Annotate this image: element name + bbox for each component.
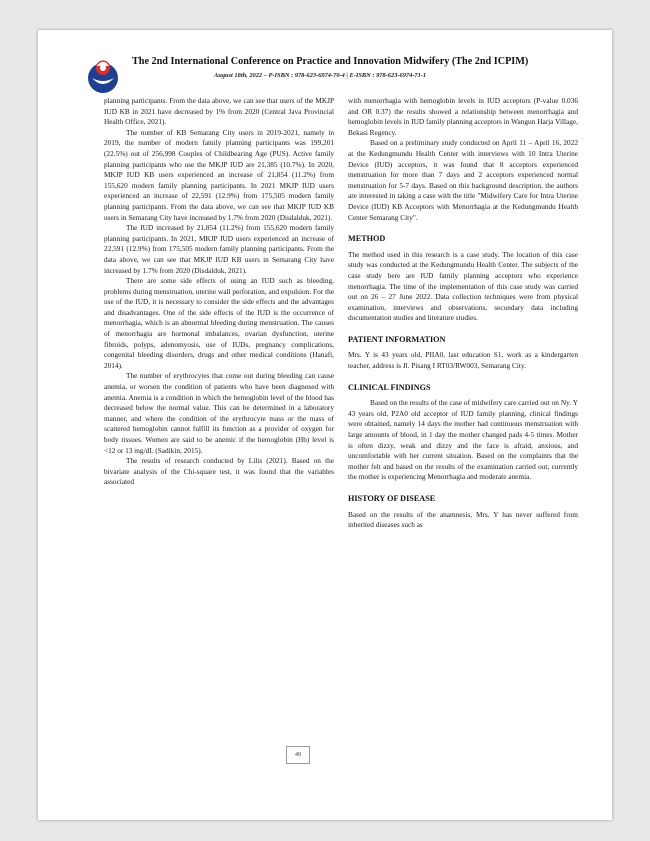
page-number: 49 bbox=[286, 746, 310, 764]
left-paragraph: The results of research conducted by Lilis (2021). Based on the bivariate analysis of the Chi-square test, it was found that the variables associated bbox=[104, 456, 334, 487]
left-paragraph: The number of KB Semarang City users in 2019-2021, namely in 2019, the number of modern family planning participants was 199,201 (22.5%) out of 256,998 Couples of Childbearing Age (PUS). Active family planning participants who use the MKJP IUD are 21,385 (10.7%). In 2020, MKJP IUD KB users experienced an increase of 21,854 (11.2%) from 155,620 modern family planning participants. In 2021 MKJP IUD users experienced an increase of 22,591 (12.9%) from 175,505 modern family planning participants. From the data above, we can see that MKJP IUD KB users in Semarang City have increased by 1.7% from 2020 (Disdalduk, 2021). bbox=[104, 127, 334, 222]
right-column bbox=[348, 96, 578, 531]
paper-page bbox=[38, 30, 612, 820]
conference-subtitle: August 18th, 2022 – P-ISBN : 978-623-6974-70-4 | E-ISBN : 978-623-6974-71-1 bbox=[214, 72, 427, 79]
right-paragraph: Based on a preliminary study conducted on April 11 – April 16, 2022 at the Kedungmundu Health Center with interviews with 10 Intra Uterine Device (IUD) acceptors, it was found that 8 acceptors experienced menstruation for more than 7 days and 2 acceptors experienced normal menstruation for 5-7 days. Based on this background description, the authors are interested in taking a case with the title "Midwifery Care for Intra Uterine Device (IUD) KB Acceptors with Menorrhagia at the Kedungmundu Health Center Semarang City". bbox=[348, 138, 578, 222]
left-column bbox=[104, 96, 334, 488]
conference-header bbox=[82, 52, 582, 100]
history-of-disease-heading: HISTORY OF DISEASE bbox=[348, 494, 436, 503]
right-paragraph: with menorrhagia with hemoglobin levels in IUD acceptors (P-value 0.036 and OR 0.37) the results showed a relationship between menorrhagia and hemoglobin levels in IUD family planning acceptors in Wangun Harja Village, Bekasi Regency. bbox=[348, 96, 578, 137]
left-paragraph: The number of erythrocytes that come out during bleeding can cause anemia, or worsen the condition of patients who have been diagnosed with anemia. Anemia is a condition in which the hemoglobin level of the blood has decreased below the normal value. This can be determined in a laboratory manner, and where the condition of the erythrocyte mass or the mass of scattered hemoglobin cannot fulfill its function as a provider of oxygen for body tissues. Women are said to be anemic if the hemoglobin (Hb) level is <12 or 13 mg/dL (Sadikin, 2015). bbox=[104, 371, 334, 455]
left-paragraph: There are some side effects of using an IUD such as bleeding, problems during menstruation, uterine wall perforation, and expulsion. For the use of the IUD, it is necessary to consider the side effects and the advantages and disadvantages. One of the side effects of the IUD is the occurrence of menorrhagia, which is an abnormal bleeding during menstruation. The causes of menorrhagia are hormonal imbalances, ovarian dysfunction, uterine fibroids, polyps, adenomyosis, use of IUDs, pregnancy complications, congenital bleeding disorders, drugs and other medical conditions (Hanafi, 2014). bbox=[104, 276, 334, 370]
conference-logo-icon bbox=[82, 54, 124, 96]
patient-information-heading: PATIENT INFORMATION bbox=[348, 334, 446, 344]
history-of-disease-paragraph: Based on the results of the anamnesis, Mrs. Y has never suffered from inherited diseases such as bbox=[348, 509, 578, 530]
clinical-findings-heading: CLINICAL FINDINGS bbox=[348, 382, 431, 392]
left-paragraph: planning participants. From the data above, we can see that users of the MKJP IUD KB in 2021 have decreased by 1% from 2020 (Central Java Provincial Health Office, 2021). bbox=[104, 96, 334, 127]
method-paragraph: The method used in this research is a case study. The location of this case study was conducted at the Kedungmundu Health Center. The subjects of the case study here are IUD family planning acceptors who experience menorrhagia. The time of the implementation of this case study was carried out on 26 – 27 June 2022. Data collection techniques were from physical examination, interviews and observations, secondary data including documentation studies and literature studies. bbox=[348, 249, 578, 323]
left-paragraph: The IUD increased by 21,854 (11.2%) from 155,620 modern family planning participants. In 2021, MKJP IUD users experienced an increase of 22,591 (12.9%) from 175,505 modern family planning participants. From the data above, we can see that MKJP IUD KB users in Semarang City have increased by 1.7% from 2020 (Disdalduk, 2021). bbox=[104, 223, 334, 275]
method-heading: METHOD bbox=[348, 234, 386, 244]
clinical-findings-paragraph: Based on the results of the case of midwifery care carried out on Ny. Y 43 years old, P2A0 old acceptor of IUD family planning, clinical findings were obtained, namely 14 days the mother had continuous menstruation with large amounts of blood, in 1 day the mother changed pads 4-5 times. Mother is often dizzy, weak and dizzy and the face is afraid, anxious, and uncomfortable with her current situation. Based on the complaints that the mother felt and based on the results of the examination carried out, currently the mother is experiencing Menorrhagia and moderate anemia. bbox=[348, 398, 578, 482]
conference-title: The 2nd International Conference on Practice and Innovation Midwifery (The 2nd ICPIM) bbox=[132, 56, 529, 67]
patient-information-paragraph: Mrs. Y is 43 years old, PIIA0, last education S1, work as a kindergarten teacher, address is Jl. Pisang I RT03/RW003, Semarang City. bbox=[348, 350, 578, 371]
